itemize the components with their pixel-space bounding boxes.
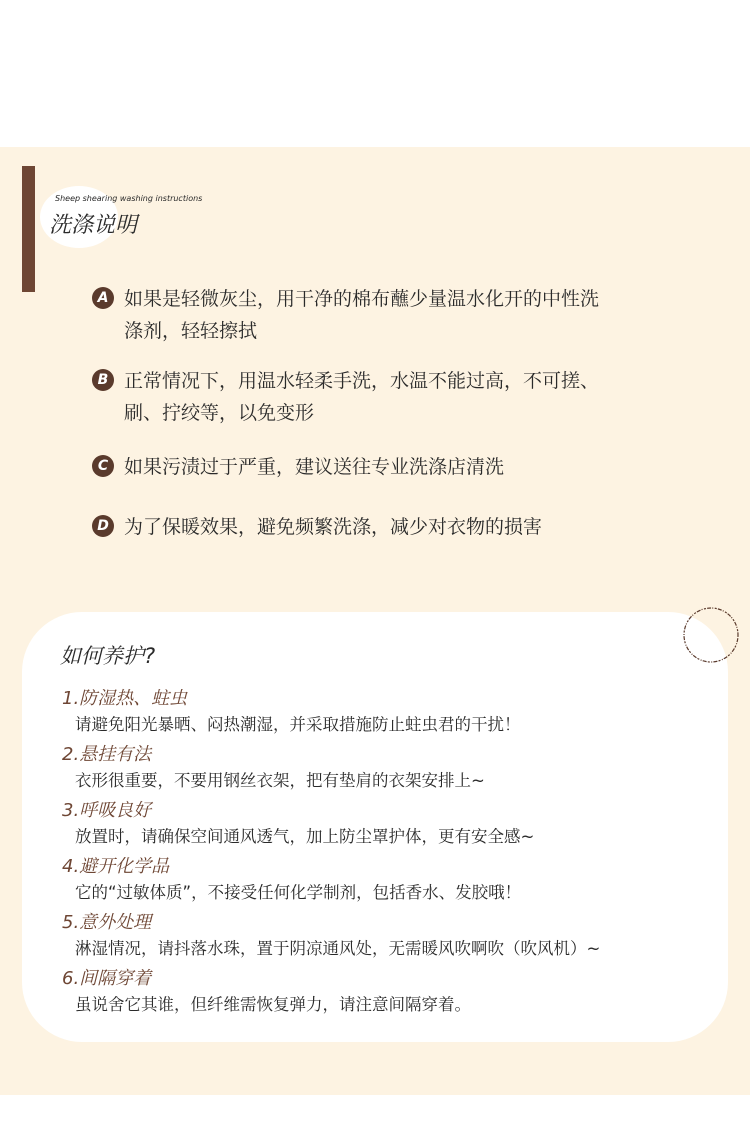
- step-line: 如果是轻微灰尘，用干净的棉布蘸少量温水化开的中性洗: [124, 288, 600, 310]
- section-subtitle: Sheep shearing washing instructions: [55, 194, 203, 203]
- care-item-text: 淋湿情况，请抖落水珠，置于阴凉通风处，无需暖风吹啊吹（吹风机）~: [75, 939, 601, 958]
- step-line: 刷、拧绞等，以免变形: [124, 402, 315, 424]
- care-item-text: 请避免阳光暴晒、闷热潮湿，并采取措施防止蛀虫君的干扰！: [75, 715, 521, 734]
- letter-a-icon: A: [92, 287, 114, 309]
- care-item-text: 虽说舍它其谁，但纤维需恢复弹力，请注意间隔穿着。: [75, 995, 471, 1014]
- care-item-text: 衣形很重要，不要用钢丝衣架，把有垫肩的衣架安排上~: [75, 771, 485, 790]
- care-item-heading: 3.呼吸良好: [62, 800, 152, 821]
- care-title: 如何养护?: [60, 644, 156, 668]
- step-line: 如果污渍过于严重，建议送往专业洗涤店清洗: [124, 456, 505, 478]
- title-accent-bar: [22, 166, 35, 292]
- care-item-heading: 6.间隔穿着: [62, 968, 152, 989]
- step-line: 涤剂，轻轻擦拭: [124, 320, 258, 342]
- letter-d-icon: D: [92, 515, 114, 537]
- step-line: 为了保暖效果，避免频繁洗涤，减少对衣物的损害: [124, 516, 543, 538]
- wash-step-c: [92, 451, 702, 483]
- care-item-heading: 5.意外处理: [62, 912, 152, 933]
- letter-c-icon: C: [92, 455, 114, 477]
- wash-step-d: [92, 511, 702, 543]
- wash-step-b: [92, 365, 702, 429]
- wash-step-a: [92, 283, 702, 347]
- section-title: 洗涤说明: [49, 213, 138, 238]
- circular-text-stamp-icon: [679, 603, 743, 667]
- care-item-text: 它的“过敏体质”，不接受任何化学制剂，包括香水、发胶哦！: [75, 883, 522, 902]
- care-item-text: 放置时，请确保空间通风透气，加上防尘罩护体，更有安全感~: [75, 827, 535, 846]
- care-item-heading: 2.悬挂有法: [62, 744, 152, 765]
- care-item-heading: 4.避开化学品: [62, 856, 170, 877]
- letter-b-icon: B: [92, 369, 114, 391]
- step-line: 正常情况下，用温水轻柔手洗，水温不能过高，不可搓、: [124, 370, 600, 392]
- care-item-heading: 1.防湿热、蛀虫: [62, 688, 188, 709]
